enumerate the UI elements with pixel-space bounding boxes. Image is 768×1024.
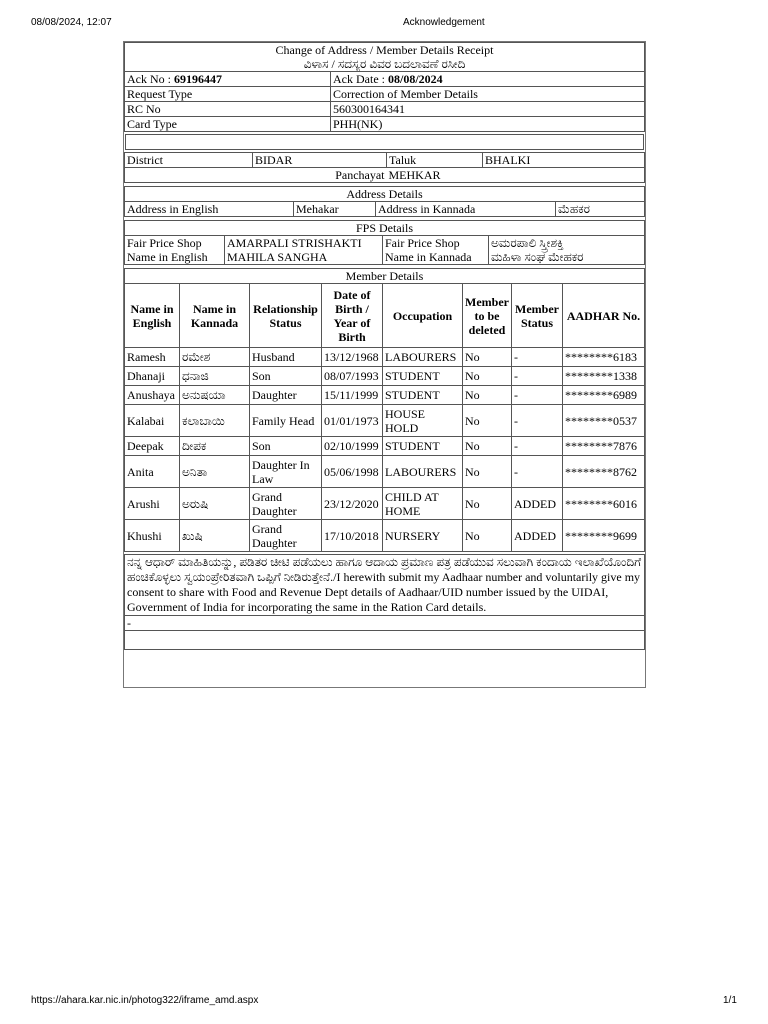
header-name-english: Name in English (125, 284, 180, 348)
member-dob: 08/07/1993 (322, 367, 383, 386)
fps-section-title: FPS Details (125, 221, 645, 236)
member-name-english: Ramesh (125, 348, 180, 367)
receipt-title-cell (125, 43, 645, 72)
fps-kannada-label (383, 236, 489, 265)
member-to-be-deleted: No (463, 386, 512, 405)
request-type-value: Correction of Member Details (331, 87, 645, 102)
member-member-status: - (512, 437, 563, 456)
fps-table (124, 220, 645, 265)
member-occupation: CHILD AT HOME (383, 488, 463, 520)
member-aadhar-no: ********0537 (563, 405, 645, 437)
member-name-kannada: ಕಲಾಬಾಯಿ (180, 405, 250, 437)
address-english-label: Address in English (125, 202, 294, 217)
member-member-status: ADDED (512, 488, 563, 520)
member-table-body (125, 348, 645, 552)
member-name-kannada: ಅನಿತಾ (180, 456, 250, 488)
member-row (125, 405, 645, 437)
header-aadhar: AADHAR No. (563, 284, 645, 348)
receipt-title-kn: ವಿಳಾಸ / ಸದಸ್ಯರ ವಿವರ ಬದಲಾವಣೆ ರಸೀದಿ (303, 57, 466, 71)
consent-table (124, 554, 645, 650)
receipt-header-table (124, 42, 645, 132)
member-dob: 17/10/2018 (322, 520, 383, 552)
location-table (124, 152, 645, 183)
member-name-english: Arushi (125, 488, 180, 520)
member-occupation: LABOURERS (383, 456, 463, 488)
member-to-be-deleted: No (463, 405, 512, 437)
member-relationship: Son (250, 437, 322, 456)
member-aadhar-no: ********9699 (563, 520, 645, 552)
member-name-kannada: ಧನಾಜಿ (180, 367, 250, 386)
print-page-count: 1/1 (723, 995, 737, 1006)
print-url: https://ahara.kar.nic.in/photog322/iframe_amd.aspx (31, 995, 259, 1006)
member-dob: 02/10/1999 (322, 437, 383, 456)
member-member-status: - (512, 386, 563, 405)
member-relationship: Grand Daughter (250, 488, 322, 520)
member-row (125, 456, 645, 488)
fps-english-value (225, 236, 383, 265)
request-type-label: Request Type (125, 87, 331, 102)
address-table (124, 186, 645, 217)
header-dob: Date of Birth / Year of Birth (322, 284, 383, 348)
fps-english-value-line1: AMARPALI STRISHAKTI (227, 236, 362, 250)
print-title: Acknowledgement (403, 17, 485, 28)
member-member-status: ADDED (512, 520, 563, 552)
member-occupation: HOUSE HOLD (383, 405, 463, 437)
member-name-kannada: ಖುಷಿ (180, 520, 250, 552)
member-to-be-deleted: No (463, 367, 512, 386)
member-row (125, 488, 645, 520)
ack-no-value: 69196447 (174, 72, 222, 86)
header-occupation: Occupation (383, 284, 463, 348)
member-name-english: Anushaya (125, 386, 180, 405)
ack-date-label: Ack Date : (333, 72, 388, 86)
panchayat-value: MEHKAR (387, 168, 645, 183)
member-aadhar-no: ********7876 (563, 437, 645, 456)
fps-kannada-value-line1: ಅಮರಪಾಲಿ ಸ್ತ್ರೀಶಕ್ತಿ (491, 236, 564, 250)
member-dob: 23/12/2020 (322, 488, 383, 520)
card-type-label: Card Type (125, 117, 331, 132)
member-relationship: Husband (250, 348, 322, 367)
member-aadhar-no: ********6016 (563, 488, 645, 520)
member-aadhar-no: ********8762 (563, 456, 645, 488)
ack-date-value: 08/08/2024 (387, 72, 443, 86)
consent-dash: - (125, 616, 645, 631)
fps-english-label-line1: Fair Price Shop (127, 236, 202, 250)
header-to-be-deleted: Member to be deleted (463, 284, 512, 348)
ack-no-cell (125, 72, 331, 87)
member-occupation: NURSERY (383, 520, 463, 552)
member-relationship: Family Head (250, 405, 322, 437)
member-member-status: - (512, 367, 563, 386)
receipt-title-en: Change of Address / Member Details Receipt (275, 43, 494, 57)
member-to-be-deleted: No (463, 437, 512, 456)
fps-kannada-value (489, 236, 645, 265)
member-name-english: Khushi (125, 520, 180, 552)
member-dob: 15/11/1999 (322, 386, 383, 405)
member-name-kannada: ರಮೇಶ (180, 348, 250, 367)
member-occupation: STUDENT (383, 367, 463, 386)
member-occupation: STUDENT (383, 386, 463, 405)
address-kannada-value: ಮೆಹಕರ (556, 202, 645, 217)
member-name-kannada: ಅನುಷಯಾ (180, 386, 250, 405)
address-english-value: Mehakar (294, 202, 376, 217)
member-relationship: Son (250, 367, 322, 386)
member-name-kannada: ದೀಪಕ (180, 437, 250, 456)
member-to-be-deleted: No (463, 456, 512, 488)
member-dob: 13/12/1968 (322, 348, 383, 367)
member-relationship: Daughter In Law (250, 456, 322, 488)
member-occupation: STUDENT (383, 437, 463, 456)
member-to-be-deleted: No (463, 520, 512, 552)
fps-english-label-line2: Name in English (127, 250, 208, 264)
member-name-english: Kalabai (125, 405, 180, 437)
taluk-label: Taluk (387, 153, 483, 168)
member-aadhar-no: ********6989 (563, 386, 645, 405)
member-dob: 01/01/1973 (322, 405, 383, 437)
header-member-status: Member Status (512, 284, 563, 348)
member-aadhar-no: ********6183 (563, 348, 645, 367)
rc-no-label: RC No (125, 102, 331, 117)
member-to-be-deleted: No (463, 488, 512, 520)
ack-no-label: Ack No : (127, 72, 174, 86)
member-relationship: Grand Daughter (250, 520, 322, 552)
member-name-english: Anita (125, 456, 180, 488)
print-datetime: 08/08/2024, 12:07 (31, 17, 112, 28)
member-member-status: - (512, 348, 563, 367)
header-name-kannada: Name in Kannada (180, 284, 250, 348)
member-aadhar-no: ********1338 (563, 367, 645, 386)
ack-date-cell (331, 72, 645, 87)
fps-kannada-value-line2: ಮಹಿಳಾ ಸಂಘ ಮೇಹಕರ (491, 250, 584, 264)
fps-english-label (125, 236, 225, 265)
member-row (125, 348, 645, 367)
taluk-value: BHALKI (483, 153, 645, 168)
member-header-row (125, 284, 645, 348)
member-member-status: - (512, 405, 563, 437)
header-relationship: Relationship Status (250, 284, 322, 348)
member-table (124, 268, 645, 552)
blank-row (125, 134, 644, 150)
member-row (125, 437, 645, 456)
member-occupation: LABOURERS (383, 348, 463, 367)
card-type-value: PHH(NK) (331, 117, 645, 132)
district-label: District (125, 153, 253, 168)
panchayat-label: Panchayat (125, 168, 387, 183)
rc-no-value: 560300164341 (331, 102, 645, 117)
address-section-title: Address Details (125, 187, 645, 202)
member-name-english: Dhanaji (125, 367, 180, 386)
member-section-title: Member Details (125, 269, 645, 284)
fps-kannada-label-line2: Name in Kannada (385, 250, 472, 264)
address-kannada-label: Address in Kannada (376, 202, 556, 217)
member-row (125, 520, 645, 552)
member-name-kannada: ಅರುಷಿ (180, 488, 250, 520)
receipt (123, 41, 646, 688)
member-member-status: - (512, 456, 563, 488)
member-name-english: Deepak (125, 437, 180, 456)
member-row (125, 367, 645, 386)
member-relationship: Daughter (250, 386, 322, 405)
fps-english-value-line2: MAHILA SANGHA (227, 250, 328, 264)
member-row (125, 386, 645, 405)
member-to-be-deleted: No (463, 348, 512, 367)
consent-text: ನನ್ನ ಆಧಾರ್ ಮಾಹಿತಿಯನ್ನು, ಪಡಿತರ ಚೀಟಿ ಪಡೆಯಲು ಹಾಗೂ ಆದಾಯ ಪ್ರಮಾಣ ಪತ್ರ ಪಡೆಯುವ ಸಲುವಾಗಿ ಕಂದಾಯ ಇಲಾಖೆಯೊಂದಿಗೆ ಹಂಚಿಕೊಳ್ಳಲು ಸ್ವಯಂಪ್ರೇರಿತವಾಗಿ ಒಪ್ಪಿಗೆ ನೀಡಿರುತ್ತೇನೆ./I herewith submit my Aadhaar number and voluntarily give my consent to share with Food and Revenue Dept details of Aadhaar/UID number issued by the UIDAI, Government of India for incorporating the same in the Ration Card details. (125, 555, 645, 616)
district-value: BIDAR (253, 153, 387, 168)
member-dob: 05/06/1998 (322, 456, 383, 488)
consent-blank-row (125, 631, 645, 650)
fps-kannada-label-line1: Fair Price Shop (385, 236, 460, 250)
